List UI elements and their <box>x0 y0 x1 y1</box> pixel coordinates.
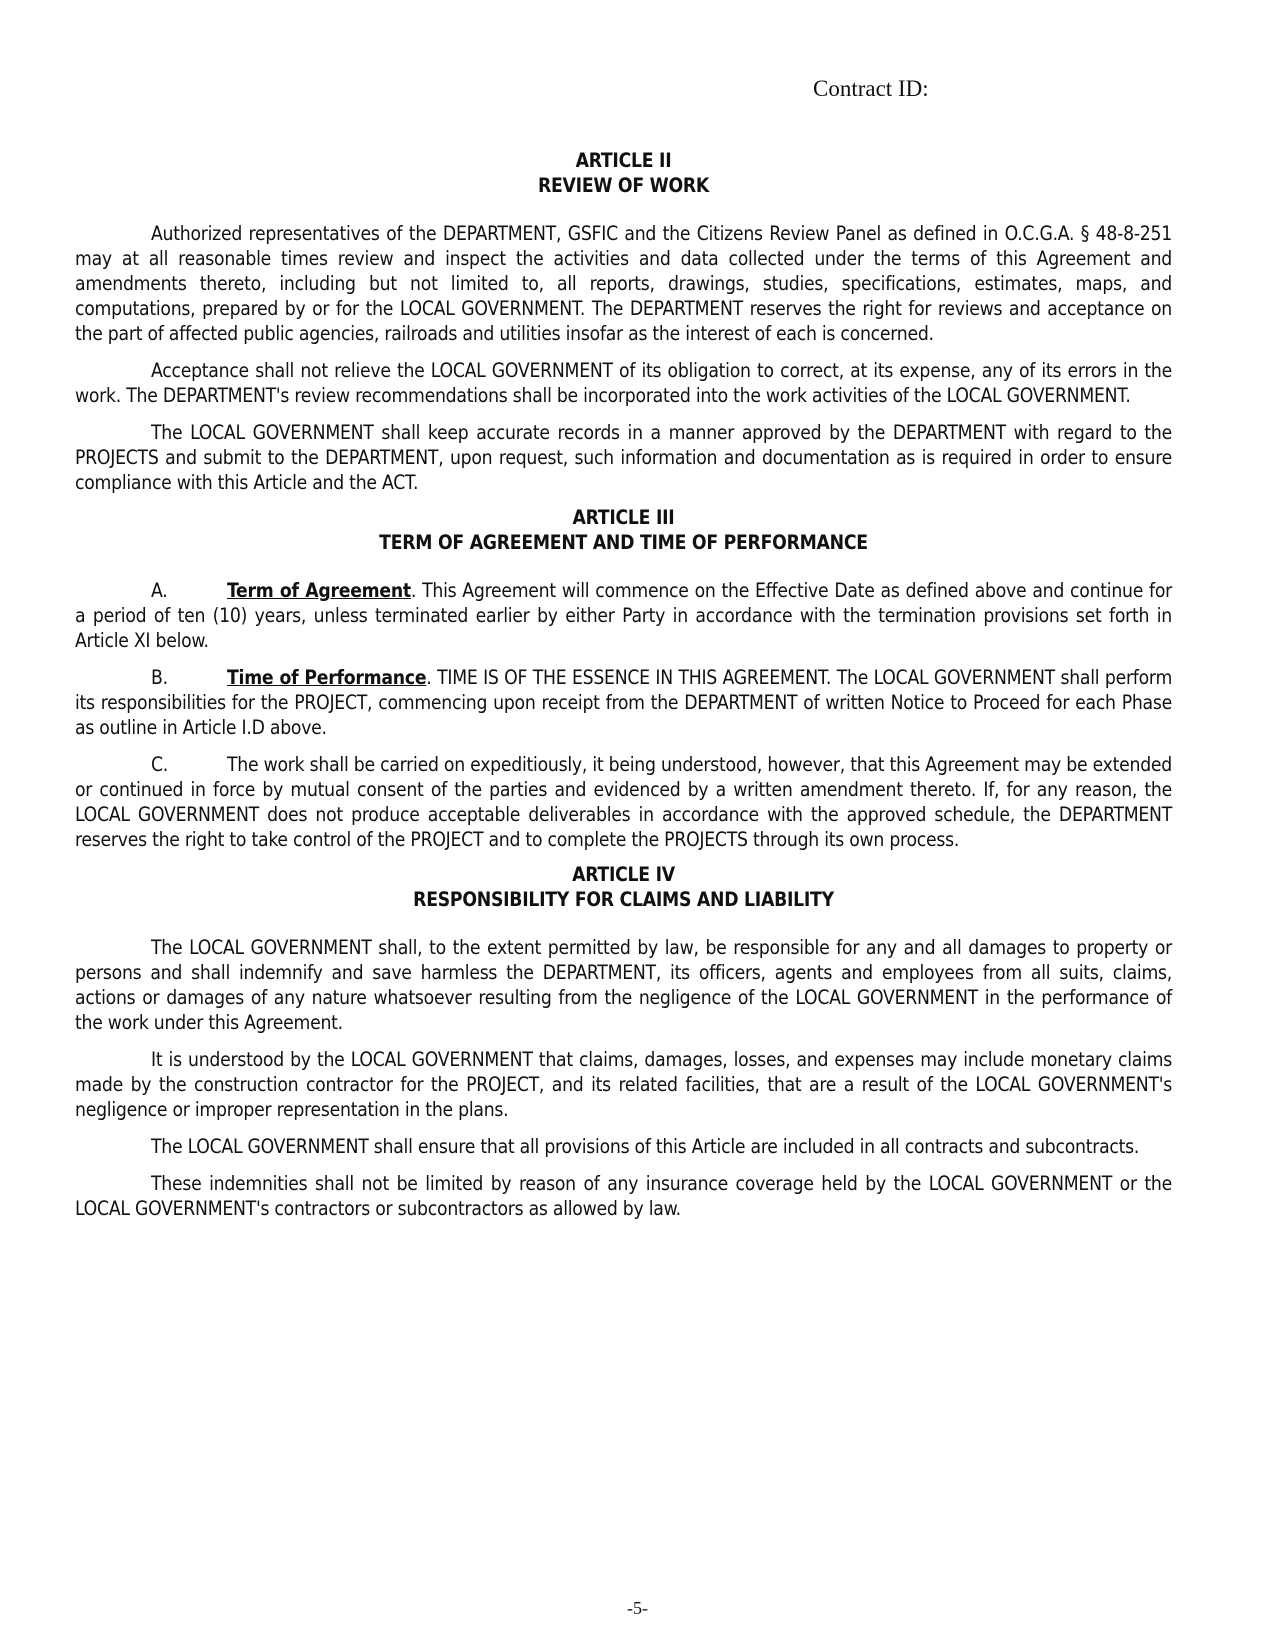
section-heading: Time of Performance <box>227 666 427 689</box>
section-text: . TIME IS OF THE ESSENCE IN THIS AGREEMENT. The LOCAL GOVERNMENT shall perform its responsibilities for the PROJECT, commencing upon receipt from the DEPARTMENT of written Notice to Proceed for each Phase as outline in Article I.D above. <box>75 666 1173 739</box>
article-ii <box>75 148 1172 495</box>
article-title: TERM OF AGREEMENT AND TIME OF PERFORMANCE <box>379 531 868 554</box>
article-title: REVIEW OF WORK <box>537 174 710 197</box>
section-c <box>75 752 1172 852</box>
contract-id-label: Contract ID: <box>813 76 929 101</box>
page-number: -5- <box>627 1598 648 1618</box>
section-a <box>75 578 1172 653</box>
article-title: RESPONSIBILITY FOR CLAIMS AND LIABILITY <box>413 888 834 911</box>
section-text: . This Agreement will commence on the Effective Date as defined above and continue for a period of ten (10) years, unless terminated earlier by either Party in accordance with the termination provisions set forth in Article XI below. <box>75 579 1172 652</box>
section-heading: Term of Agreement <box>227 579 411 602</box>
document-body <box>75 148 1172 1233</box>
section-text: The work shall be carried on expeditiously, it being understood, however, that this Agreement may be extended or continued in force by mutual consent of the parties and evidenced by a written amendment thereto. If, for any reason, the LOCAL GOVERNMENT does not produce acceptable deliverables in accordance with the approved schedule, the DEPARTMENT reserves the right to take control of the PROJECT and to complete the PROJECTS through its own process. <box>75 753 1172 851</box>
paragraph: The LOCAL GOVERNMENT shall keep accurate records in a manner approved by the DEPARTMENT with regard to the PROJECTS and submit to the DEPARTMENT, upon request, such information and documentation as is required in order to ensure compliance with this Article and the ACT. <box>75 421 1172 494</box>
paragraph: The LOCAL GOVERNMENT shall ensure that all provisions of this Article are included in all contracts and subcontracts. <box>151 1135 1140 1158</box>
article-number: ARTICLE IV <box>572 863 675 886</box>
article-iv <box>75 862 1172 1221</box>
section-b <box>75 665 1172 740</box>
article-iii <box>75 505 1172 852</box>
paragraph: Authorized representatives of the DEPARTMENT, GSFIC and the Citizens Review Panel as defined in O.C.G.A. § 48-8-251 may at all reasonable times review and inspect the activities and data collected under the terms of this Agreement and amendments thereto, including but not limited to, all reports, drawings, studies, specifications, estimates, maps, and computations, prepared by or for the LOCAL GOVERNMENT. The DEPARTMENT reserves the right for reviews and acceptance on the part of affected public agencies, railroads and utilities insofar as the interest of each is concerned. <box>75 222 1172 345</box>
paragraph: The LOCAL GOVERNMENT shall, to the extent permitted by law, be responsible for any and all damages to property or persons and shall indemnify and save harmless the DEPARTMENT, its officers, agents and employees from all suits, claims, actions or damages of any nature whatsoever resulting from the negligence of the LOCAL GOVERNMENT in the performance of the work under this Agreement. <box>75 936 1172 1034</box>
paragraph: Acceptance shall not relieve the LOCAL GOVERNMENT of its obligation to correct, at its expense, any of its errors in the work. The DEPARTMENT's review recommendations shall be incorporated into the work activities of the LOCAL GOVERNMENT. <box>75 359 1172 407</box>
article-number: ARTICLE III <box>572 506 675 529</box>
article-number: ARTICLE II <box>575 149 672 172</box>
section-letter: A. <box>151 579 168 602</box>
paragraph: These indemnities shall not be limited by reason of any insurance coverage held by the LOCAL GOVERNMENT or the LOCAL GOVERNMENT's contractors or subcontractors as allowed by law. <box>75 1172 1172 1220</box>
paragraph: It is understood by the LOCAL GOVERNMENT that claims, damages, losses, and expenses may include monetary claims made by the construction contractor for the PROJECT, and its related facilities, that are a result of the LOCAL GOVERNMENT's negligence or improper representation in the plans. <box>75 1048 1172 1121</box>
section-letter: B. <box>151 666 168 689</box>
section-letter: C. <box>151 753 169 776</box>
